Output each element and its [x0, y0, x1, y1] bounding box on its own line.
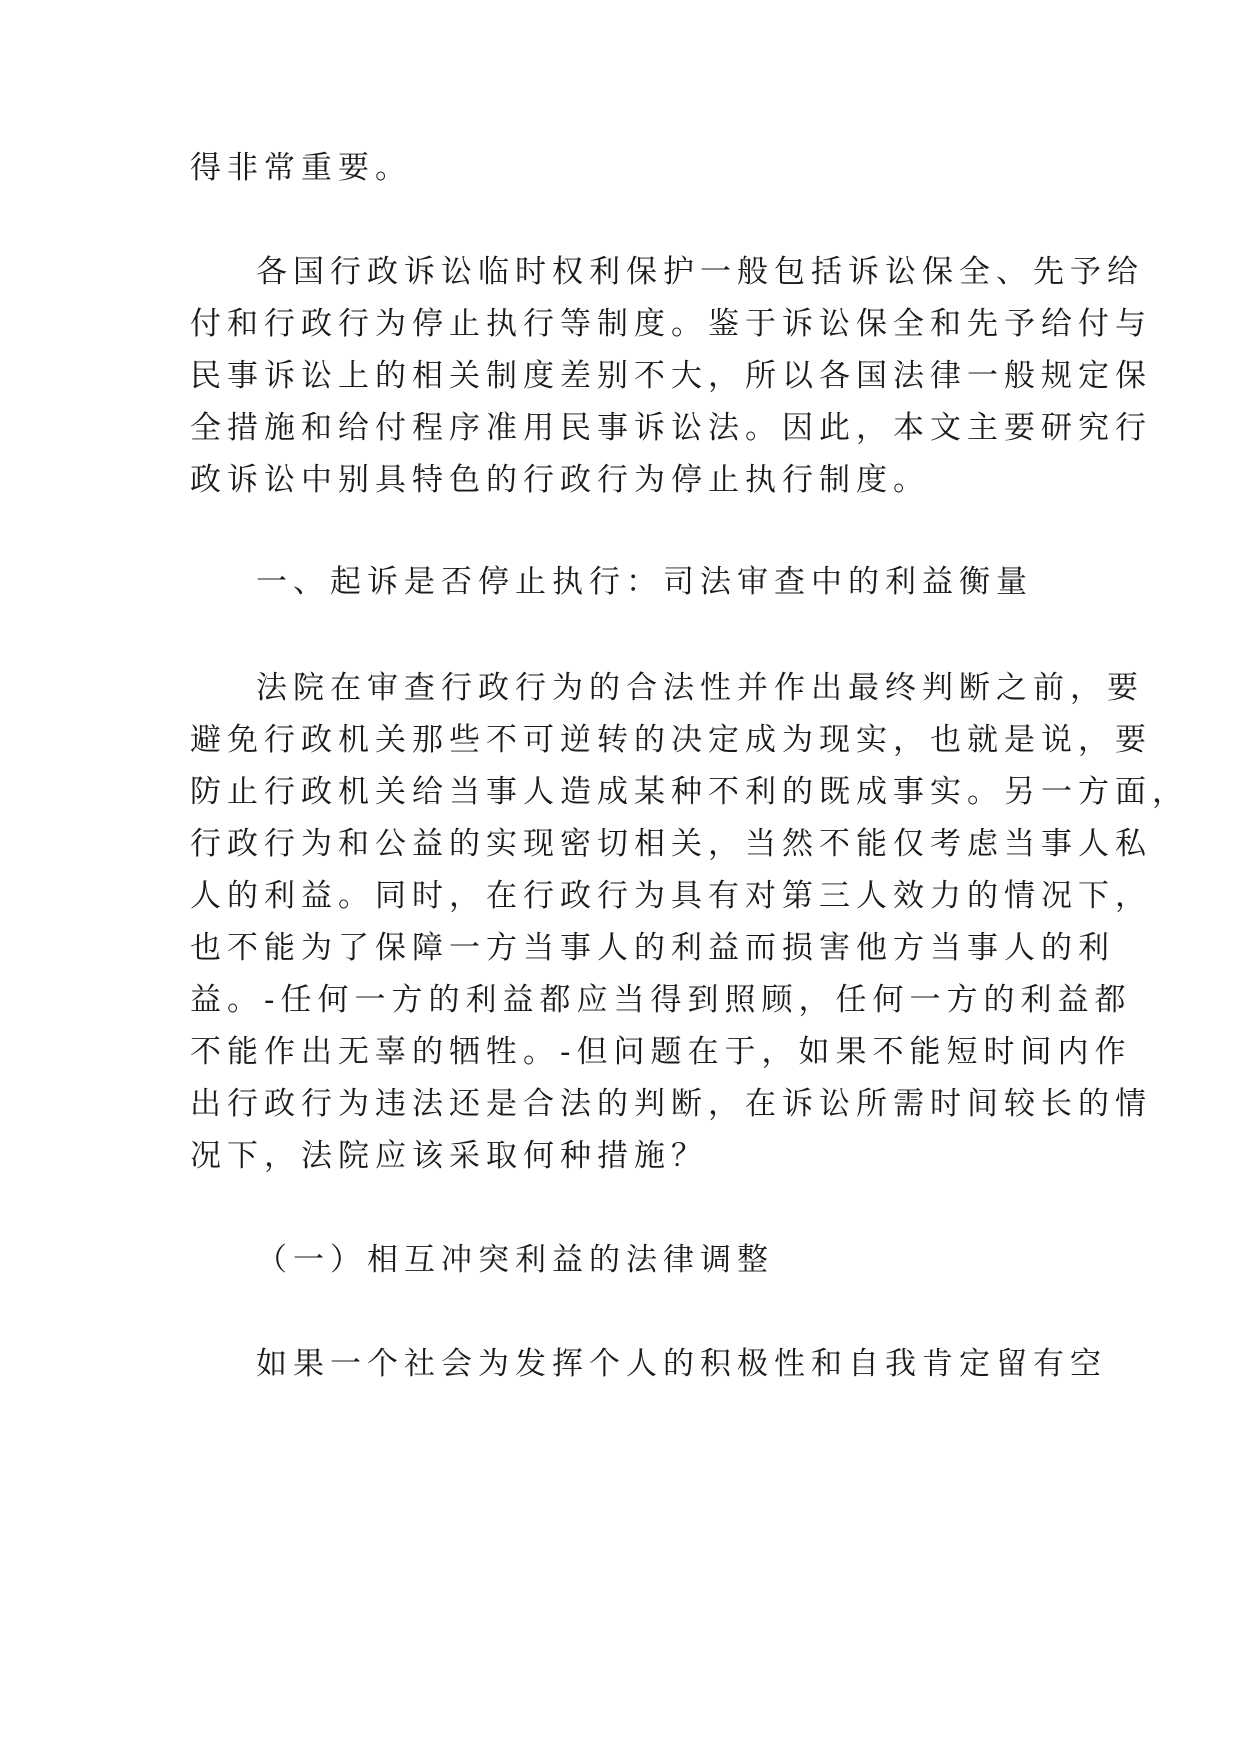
text-line: 益。-任何一方的利益都应当得到照顾，任何一方的利益都 — [190, 982, 1132, 1018]
text-line: 行政行为和公益的实现密切相关，当然不能仅考虑当事人私 — [190, 826, 1152, 862]
text-line: 法院在审查行政行为的合法性并作出最终判断之前，要 — [256, 670, 1144, 706]
section-heading: 一、起诉是否停止执行：司法审查中的利益衡量 — [256, 564, 1033, 600]
text-line: 政诉讼中别具特色的行政行为停止执行制度。 — [190, 462, 930, 498]
text-line: 全措施和给付程序准用民事诉讼法。因此，本文主要研究行 — [190, 410, 1152, 446]
text-line: 得非常重要。 — [190, 150, 412, 186]
text-line: 出行政行为违法还是合法的判断，在诉讼所需时间较长的情 — [190, 1086, 1152, 1122]
text-line: 人的利益。同时，在行政行为具有对第三人效力的情况下， — [190, 878, 1152, 914]
text-line: 民事诉讼上的相关制度差别不大，所以各国法律一般规定保 — [190, 358, 1152, 394]
text-line: 防止行政机关给当事人造成某种不利的既成事实。另一方面， — [190, 774, 1189, 810]
text-line: 如果一个社会为发挥个人的积极性和自我肯定留有空 — [256, 1346, 1107, 1382]
text-line: 况下，法院应该采取何种措施？ — [190, 1138, 708, 1174]
text-line: 不能作出无辜的牺牲。-但问题在于，如果不能短时间内作 — [190, 1034, 1132, 1070]
text-line: 付和行政行为停止执行等制度。鉴于诉讼保全和先予给付与 — [190, 306, 1152, 342]
text-line: 各国行政诉讼临时权利保护一般包括诉讼保全、先予给 — [256, 254, 1144, 290]
text-line: 也不能为了保障一方当事人的利益而损害他方当事人的利 — [190, 930, 1115, 966]
subsection-heading: （一）相互冲突利益的法律调整 — [256, 1242, 774, 1278]
text-line: 避免行政机关那些不可逆转的决定成为现实，也就是说，要 — [190, 722, 1152, 758]
